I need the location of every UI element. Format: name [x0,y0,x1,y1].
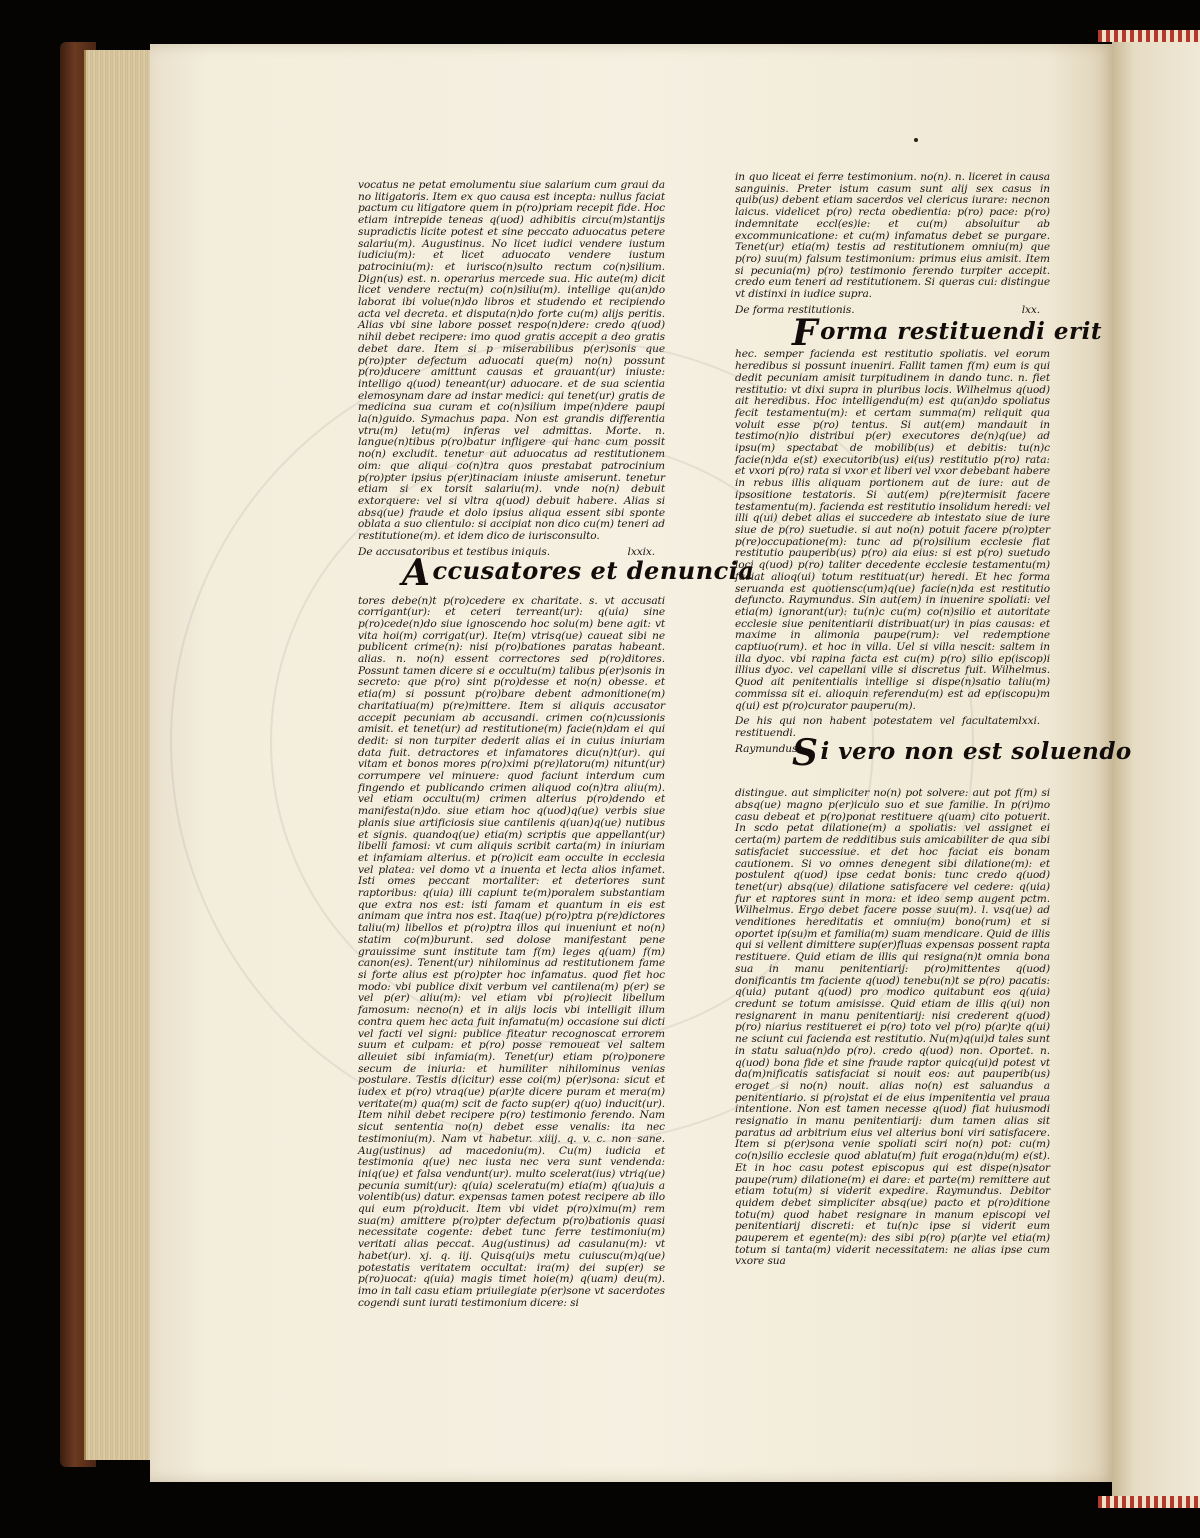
right-heading-1-text: orma restituendi erit [820,318,1102,345]
left-column [358,180,665,1313]
right-opening-paragraph: in quo liceat ei ferre testimonium. no(n). n. liceret in causa sanguinis. Preter istum casum sunt alij sex casus in quib(us) debent etiam sacerdos vel clericus iurare: necnon laicus. videlicet p(ro) recta obedientia: p(ro) pace: p(ro) indemnitate eccl(es)ie: et cu(m) absoluitur ab excommunicatione: et cu(m) infamatus debet se purgare. Tenet(ur) etia(m) testis ad restitutionem omniu(m) que p(ro) suu(m) falsum testimonium: primus eius amisit. Item si pecunia(m) p(ro) testimonio ferendo turpiter accepit. credo eum teneri ad restitutionem. Si queras cui: distingue vt distinxi in iudice supra. [735,171,1050,301]
left-main-paragraph: tores debe(n)t p(ro)cedere ex charitate. s. vt accusati corrigant(ur): et ceteri terreant(ur): q(uia) sine p(ro)cede(n)do siue ignoscendo hoc solu(m) bene agit: vt vita hoi(m) corrigat(ur). Ite(m) vtrisq(ue) caueat sibi ne publicent crime(n): nisi p(ro)bationes paratas habeant. alias. n. no(n) essent correctores sed p(ro)ditores. Possunt tamen dicere si e occultu(m) talibus p(er)sonis in secreto: que p(ro) sint p(ro)desse et no(n) obesse. et etia(m) si possunt p(ro)bare debent admonitione(m) charitatiua(m) p(re)mittere. Item si aliquis accusator accepit pecuniam ab accusandi. crimen co(n)cussionis amisit. et tenet(ur) ad restitutione(m) facie(n)dam ei qui dedit: si non turpiter dederit alias ei in cuius iniuriam data fuit. detractores et infamatores dicu(n)t(ur). qui vitam et bonos mores p(ro)ximi p(re)latoru(m) nitunt(ur) corrumpere vel minuere: quod faciunt interdum cum fingendo et publicando crimen aliquod co(n)tra aliu(m). vel etiam occultu(m) crimen alterius p(ro)dendo et manifesta(n)do. siue etiam hoc q(uod)q(ue) verbis siue planis siue artificiosis siue cantilenis q(uan)q(ue) nutibus et signis. quandoq(ue) etia(m) scriptis que appellant(ur) libelli famosi: vt cum aliquis scribit carta(m) in iniuriam et infamiam alterius. et p(ro)icit eam occulte in ecclesia vel platea: vel domo vt a inuenta et lecta alios infamet. Isti omes peccant mortaliter: et deteriores sunt raptoribus: q(uia) illi capiunt te(m)poralem substantiam que extra nos est: isti famam et quantum in eis est animam que intra nos est. Itaq(ue) p(ro)ptra p(re)dictores taliu(m) libellos et p(ro)ptra illos qui inueniunt et no(n) statim co(m)burunt. sed dolose manifestant pene grauissime sunt institute tam f(m) leges q(uam) f(m) canon(es). Tenent(ur) nihilominus ad restitutionem fame si forte alius est p(ro)pter hoc infamatus. quod fiet hoc modo: vbi publice dixit verbum vel cantilena(m) p(er) se vel p(er) aliu(m): vel etiam vbi p(ro)iecit libellum famosum: necno(n) et in alijs locis vbi intelligit illum contra quem hec acta fuit infamatu(m) occasione sui dicti vel facti vel signi: publice fiteatur recognoscat errorem suum et culpam: et p(ro) posse remoueat vel saltem alleuiet sibi infamia(m). Tenet(ur) etiam p(ro)ponere secum de iniuria: et humiliter nihilominus venias postulare. Testis d(icitur) esse coi(m) p(er)sona: sicut et iudex et p(ro) vtraq(ue) p(ar)te dicere puram et mera(m) veritate(m) qua(m) scit de facto sup(er) q(uo) inducit(ur). Item nihil debet recipere p(ro) testimonio ferendo. Nam sicut sententia no(n) debet esse venalis: ita nec testimoniu(m). Nam vt habetur. xiiij. q. v. c. non sane. Aug(ustinus) ad macedoniu(m). Cu(m) iudicia et testimonia q(ue) nec iusta nec vera sunt vendenda: iniq(ue) et falsa vendunt(ur). multo scelerat(ius) vtriq(ue) pecunia sumit(ur): q(uia) sceleratu(m) etia(m) q(ua)uis a volentib(us) datur. expensas tamen potest recipere ab illo qui eum p(ro)ducit. Item vbi videt p(ro)ximu(m) rem sua(m) amittere p(ro)pter defectum p(ro)bationis quasi necessitate cogente: debet tunc ferre testimoniu(m) veritati alias peccat. Aug(ustinus) ad casulanu(m): vt habet(ur). xj. q. iij. Quisq(ui)s metu cuiuscu(m)q(ue) potestatis veritatem occultat: ira(m) dei sup(er) se p(ro)uocat: q(uia) magis timet hoie(m) q(uam) deu(m). imo in tali casu etiam priuilegiate p(er)sone vt sacerdotes cogendi sunt iurati testimonium dicere: si [358,594,665,1309]
right-section-heading-2 [792,732,1132,774]
left-rubric-title: De accusatoribus et testibus iniquis. [358,545,550,558]
right-paragraph-2: distingue. aut simpliciter no(n) pot solvere: aut pot f(m) si absq(ue) magno p(er)iculo suo et sue familie. In p(ri)mo casu debeat et p(ro)ponat restituere q(uam) cito potuerit. In scdo petat dilatione(m) a spoliatis: vel assignet ei certa(m) partem de redditibus suis amicabiliter de qua sibi satisfaciet successiue. et det hoc faciat eis bonam cautionem. Si vo omnes denegent sibi dilatione(m): et postulent q(uod) ipse cedat bonis: tunc credo q(uod) tenet(ur) absq(ue) dilatione satisfacere vel cedere: q(uia) fur et raptores sunt in mora: et ideo semp augent pctm. Wilhelmus. Ergo debet facere posse suu(m). l. vsq(ue) ad venditiones hereditatis et omniu(m) bono(rum) et si oportet ip(su)m et familia(m) suam mendicare. Quid de illis qui si vellent dimittere sup(er)fluas expensas possent rapta restituere. Quid etiam de illis qui resigna(n)t omnia bona sua in manu penitentiarij: p(ro)mittentes q(uod) donificantis tm faciente q(uod) tenebu(n)t se p(ro) pacatis: q(uia) putant q(uod) pro modico quitabunt eos q(uia) credunt se totum amisisse. Quid etiam de illis q(ui) non resignarent in manu penitentiarij: nisi crederent q(uod) p(ro) niarius restitueret ei p(ro) toto vel p(ro) p(ar)te q(ui) ne sciunt cui facienda est restitutio. Nu(m)q(ui)d tales sunt in statu salua(n)do p(ro). credo q(uod) non. Oportet. n. q(uod) bona fide et sine fraude raptor quicq(ui)d potest vt da(m)nificatis satisfaciat si nouit eos: aut pauperib(us) eroget si no(n) nouit. alias no(n) est saluandus a penitentiario. si p(ro)stat ei de eius impenitentia vel praua intentione. Non est tamen necesse q(uod) fiat huiusmodi resignatio in manu penitentiarij: dum tamen alias sit paratus ad arbitrium eius vel alterius boni viri satisfacere. Item si p(er)sona venie spoliati sciri no(n) pot: cu(m) co(n)silio ecclesie quod ablatu(m) fuit eroga(n)du(m) e(st). Et in hoc casu potest episcopus qui est dispe(n)sator paupe(rum) dilatione(m) ei dare: et parte(m) remittere aut etiam totu(m) si viderit expedire. Raymundus. Debitor quidem debet simpliciter absq(ue) pacto et p(ro)ditione totu(m) quod habet resignare in manum episcopi vel penitentiarij discreti: et tu(n)c ipse si viderit eum pauperem et egente(m): des sibi p(ro) p(ar)te vel etia(m) totum si tanta(m) viderit necessitatem: ne alias ipse cum vxore sua [735,787,1050,1268]
right-rubric-1-folio: lxx. [1021,303,1040,316]
headband-top [1098,30,1200,42]
right-rubric-2-folio: lxxi. [1018,715,1040,728]
right-rubric-1 [735,305,1050,317]
right-rubric-2-title: De his qui non habent potestatem vel facultatem restituendi. [735,715,1019,739]
left-section-heading [402,552,755,594]
right-section-heading-1 [792,312,1102,354]
right-rubric-2 [735,716,1050,739]
right-heading-2-initial: S [792,732,819,774]
right-rubric-1-title: De forma restitutionis. [735,303,855,316]
right-heading-1-initial: F [792,312,819,354]
headband-bottom [1098,1496,1200,1508]
left-opening-paragraph: vocatus ne petat emolumentu siue salarium cum graui da no litigatoris. Item ex quo causa est incepta: nullus faciat pactum cu litigatore quem in p(ro)priam recepit fide. Hoc etiam intrepide teneas q(uod) adhibitis circu(m)stantijs supradictis licite potest et sine peccato aduocatus petere salariu(m). Augustinus. No licet iudici vendere iustum iudiciu(m): et licet aduocato vendere iustum patrociniu(m): et iurisco(n)sulto rectum co(n)silium. Dign(us) est. n. operarius mercede sua. Hic aute(m) dicit licet vendere rectu(m) co(n)siliu(m). intellige qu(an)do laborat ibi volue(n)do libros et studendo et recipiendo acta vel decreta. et disputa(n)do forte cu(m) alijs peritis. Alias vbi sine labore posset respo(n)dere: credo q(uod) nihil debet recipere: imo quod gratis accepit a deo gratis debet dare. Item si p miserabilibus p(er)sonis que p(ro)pter defectum aduocati que(m) no(n) possunt p(ro)ducere amittunt causas et grauant(ur) iniuste: intelligo q(uod) teneant(ur) aduocare. et de sua scientia elemosynam dare ad instar medici: qui tenet(ur) gratis de medicina sua curam et co(n)silium impe(n)dere paupi la(n)guido. Symachus papa. Non est grandis differentia vtru(m) letu(m) inferas vel admittas. Morte. n. langue(n)tibus p(ro)batur infligere qui hanc cum possit no(n) excludit. tenetur aut aduocatus ad restitutionem oim: que aliqui co(n)tra quos prestabat patrocinium p(ro)pter ipsius p(er)tinaciam iniuste amiserunt. tenetur etiam si ex torsit salariu(m). vnde no(n) debuit extorquere: vel si vltra q(uod) debuit habere. Alias si absq(ue) fraude et dolo ipsius aliqua essent sibi sponte oblata a suo clientulo: si accipiat non dico cu(m) teneri ad restitutione(m). et idem dico de iurisconsulto. [358,179,665,543]
right-heading-2-text: i vero non est soluendo [820,738,1132,765]
left-rubric-folio: lxxix. [627,545,655,558]
right-paragraph-1: hec. semper facienda est restitutio spoliatis. vel eorum heredibus si possunt inueniri. Fallit tamen f(m) eum is qui dedit pecuniam amisit turpitudinem in dando tunc. n. fiet restitutio: vt dixi supra in pluribus locis. Wilhelmus q(uod) ait heredibus. Hoc intelligendu(m) est qu(an)do spoliatus fecit testamentu(m): et certam summa(m) reliquit qua voluit esse p(ro) tentus. Si aut(em) mandauit in testimo(n)io distribui p(er) executores de(n)q(ue) ad ipsu(m) spectabat de mobilib(us) et debitis: tu(n)c facie(n)da e(st) executorib(us) ei(us) restitutio p(ro) rata: et vxori p(ro) rata si vxor et liberi vel vxor debebant habere in rebus illis aliquam portionem aut de iure: aut de ipsositione testatoris. Si aut(em) p(re)termisit facere testamentu(m). facienda est restitutio insolidum heredi: vel illi q(ui) debet alias ei succedere ab intestato siue de iure siue de p(ro) suetudie. si aut no(n) potuit facere p(ro)pter p(re)occupatione(m): tunc ad p(ro)silium ecclesie fiat restitutio pauperib(us) p(ro) aia eius: si est p(ro) suetudo loci q(uod) p(ro) taliter decedente ecclesie testamentu(m) faciat alioq(ui) totum restituat(ur) heredi. Et hec forma seruanda est quotiensc(um)q(ue) facie(n)da est restitutio defuncto. Raymundus. Sin aut(em) in inuenire spoliati: vel etia(m) ignorant(ur): tu(n)c cu(m) co(n)silio et autoritate ecclesie siue penitentiarii distribuat(ur) in pias causas: et maxime in alimonia paupe(rum): vel redemptione captiuo(rum). et hoc in villa. Uel si villa nescit: saltem in illa dyoc. vbi rapina facta est cu(m) p(ro) silio ep(iscop)i illius dyoc. vel capellani ville si discretus fuit. Wilhelmus. Quod ait penitentialis intellige si dispe(n)satio taliu(m) commissa sit ei. alioquin referendu(m) est ad ep(iscopu)m q(ui) est p(ro)curator pauperu(m). [735,348,1050,712]
right-rubric-2-author-name: Raymundus. [735,742,801,755]
left-heading-initial: A [402,552,431,594]
left-heading-text: ccusatores et denuncia [432,556,755,585]
page-ink-mark [914,138,918,142]
page-edges-block [84,50,160,1460]
